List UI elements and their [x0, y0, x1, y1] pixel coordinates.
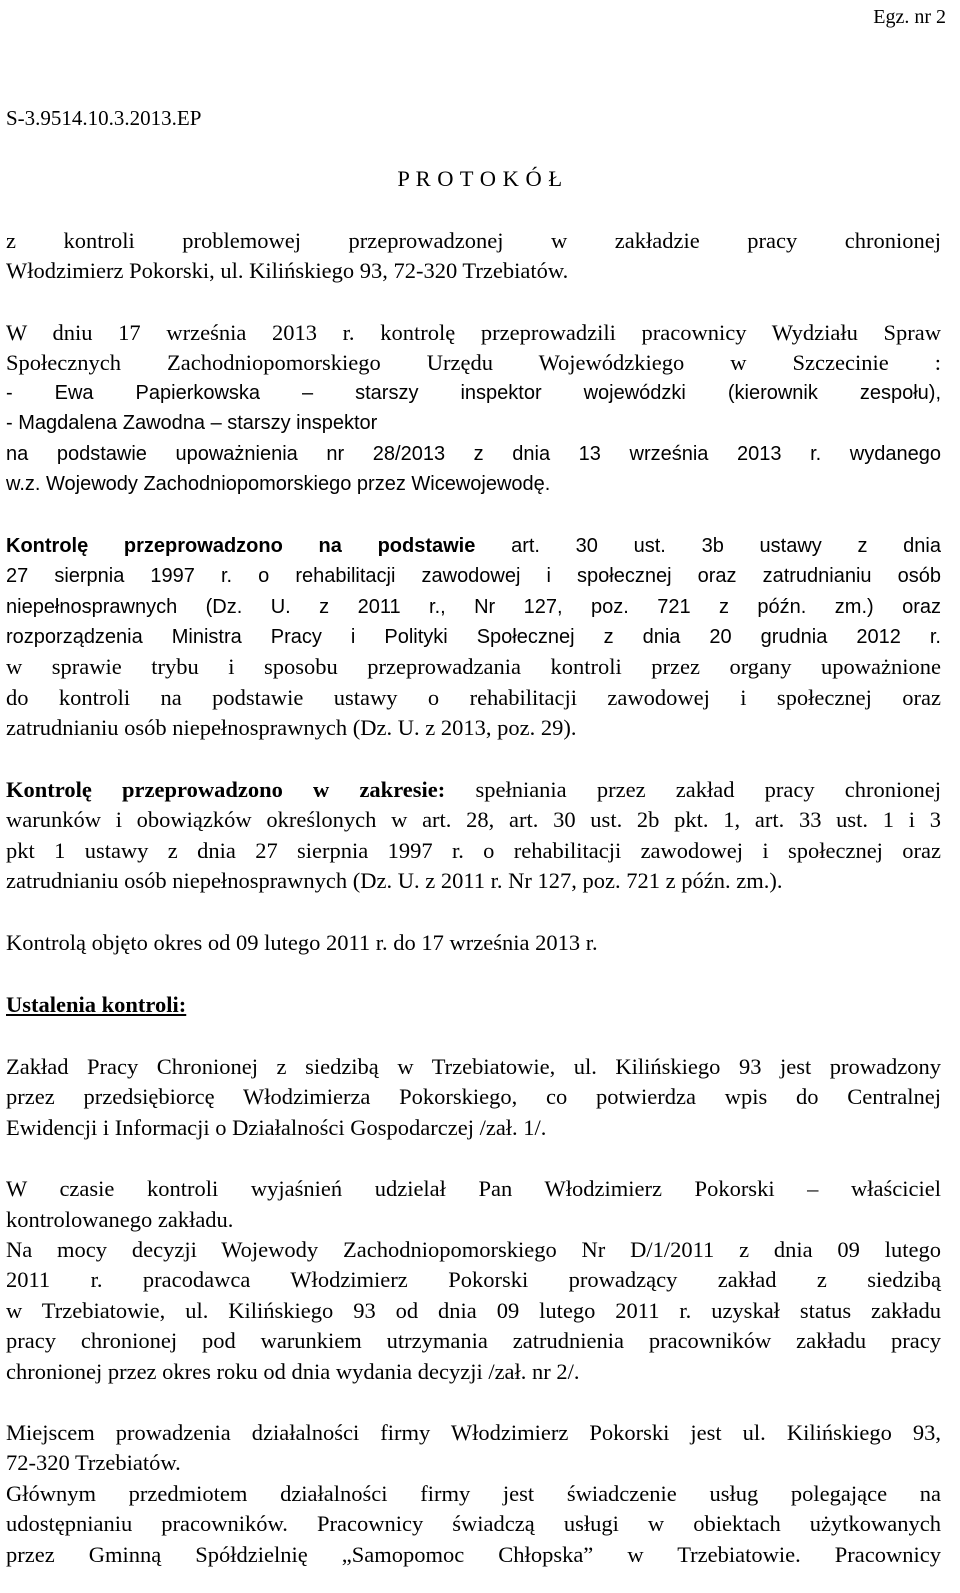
findings-heading: Ustalenia kontroli: — [6, 992, 187, 1017]
inspector-item: - Magdalena Zawodna – starszy inspektor — [6, 412, 378, 434]
basis-line: do kontroli na podstawie ustawy o rehabilitacji zawodowej i społecznej oraz — [6, 685, 941, 710]
findings-line: przez Gminną Spółdzielnię „Samopomoc Chłopska” w Trzebiatowie. Pracownicy — [6, 1542, 941, 1567]
scope-label: Kontrolę przeprowadzono w zakresie: — [6, 777, 446, 802]
findings-line: Miejscem prowadzenia działalności firmy Włodzimierz Pokorski jest ul. Kilińskiego 93, — [6, 1420, 941, 1445]
scope-line: pkt 1 ustawy z dnia 27 sierpnia 1997 r. o rehabilitacji zawodowej i społecznej oraz — [6, 838, 941, 863]
authorization-line: w.z. Wojewody Zachodniopomorskiego przez Wicewojewodę. — [6, 473, 551, 495]
findings-line: kontrolowanego zakładu. — [6, 1207, 234, 1232]
authorization-line: na podstawie upoważnienia nr 28/2013 z dnia 13 września 2013 r. wydanego — [6, 443, 941, 465]
scope-line: zatrudnianiu osób niepełnosprawnych (Dz. U. z 2011 r. Nr 127, poz. 721 z późn. zm.). — [6, 868, 783, 893]
copy-number: Egz. nr 2 — [873, 6, 946, 28]
scope-line: warunków i obowiązków określonych w art. 28, art. 30 ust. 2b pkt. 1, art. 33 ust. 1 i 3 — [6, 807, 941, 832]
findings-line: 2011 r. pracodawca Włodzimierz Pokorski prowadzący zakład z siedzibą — [6, 1267, 941, 1292]
findings-line: Głównym przedmiotem działalności firmy jest świadczenie usług polegające na — [6, 1481, 941, 1506]
findings-line: W czasie kontroli wyjaśnień udzielał Pan Włodzimierz Pokorski – właściciel — [6, 1176, 941, 1201]
findings-line: udostępnianiu pracowników. Pracownicy świadczą usługi w obiektach użytkowanych — [6, 1511, 941, 1536]
basis-line: niepełnosprawnych (Dz. U. z 2011 r., Nr 127, poz. 721 z późn. zm.) oraz — [6, 596, 941, 618]
intro-line: Włodzimierz Pokorski, ul. Kilińskiego 93, 72-320 Trzebiatów. — [6, 258, 569, 283]
inspectors-line: W dniu 17 września 2013 r. kontrolę przeprowadzili pracownicy Wydziału Spraw — [6, 320, 941, 345]
findings-line: w Trzebiatowie, ul. Kilińskiego 93 od dnia 09 lutego 2011 r. uzyskał status zakładu — [6, 1298, 941, 1323]
basis-line: rozporządzenia Ministra Pracy i Polityki Społecznej z dnia 20 grudnia 2012 r. — [6, 626, 941, 648]
basis-line: w sprawie trybu i sposobu przeprowadzania kontroli przez organy upoważnione — [6, 654, 941, 679]
basis-line: Kontrolę przeprowadzono na podstawie art. 30 ust. 3b ustawy z dnia — [6, 535, 941, 557]
findings-line: 72-320 Trzebiatów. — [6, 1450, 181, 1475]
basis-line: zatrudnianiu osób niepełnosprawnych (Dz. U. z 2013, poz. 29). — [6, 715, 577, 740]
findings-line: Na mocy decyzji Wojewody Zachodniopomorskiego Nr D/1/2011 z dnia 09 lutego — [6, 1237, 941, 1262]
scope-line: Kontrolę przeprowadzono w zakresie: spełniania przez zakład pracy chronionej — [6, 777, 941, 802]
findings-line: Zakład Pracy Chronionej z siedzibą w Trzebiatowie, ul. Kilińskiego 93 jest prowadzony — [6, 1054, 941, 1079]
findings-line: Ewidencji i Informacji o Działalności Gospodarczej /zał. 1/. — [6, 1115, 547, 1140]
basis-label: Kontrolę przeprowadzono na podstawie — [6, 535, 476, 557]
inspection-period: Kontrolą objęto okres od 09 lutego 2011 r. do 17 września 2013 r. — [6, 930, 598, 955]
findings-line: pracy chronionej pod warunkiem utrzymania zatrudnienia pracowników zakładu pracy — [6, 1328, 941, 1353]
document-title: P R O T O K Ó Ł — [397, 166, 563, 191]
findings-line: chronionej przez okres roku od dnia wydania decyzji /zał. nr 2/. — [6, 1359, 580, 1384]
basis-line: 27 sierpnia 1997 r. o rehabilitacji zawodowej i społecznej oraz zatrudnianiu osób — [6, 565, 941, 587]
inspectors-line: Społecznych Zachodniopomorskiego Urzędu Wojewódzkiego w Szczecinie : — [6, 350, 941, 375]
findings-line: przez przedsiębiorcę Włodzimierza Pokorskiego, co potwierdza wpis do Centralnej — [6, 1084, 941, 1109]
intro-line: z kontroli problemowej przeprowadzonej w zakładzie pracy chronionej — [6, 228, 941, 253]
inspector-item: - Ewa Papierkowska – starszy inspektor wojewódzki (kierownik zespołu), — [6, 382, 941, 404]
case-signature: S-3.9514.10.3.2013.EP — [6, 106, 202, 130]
